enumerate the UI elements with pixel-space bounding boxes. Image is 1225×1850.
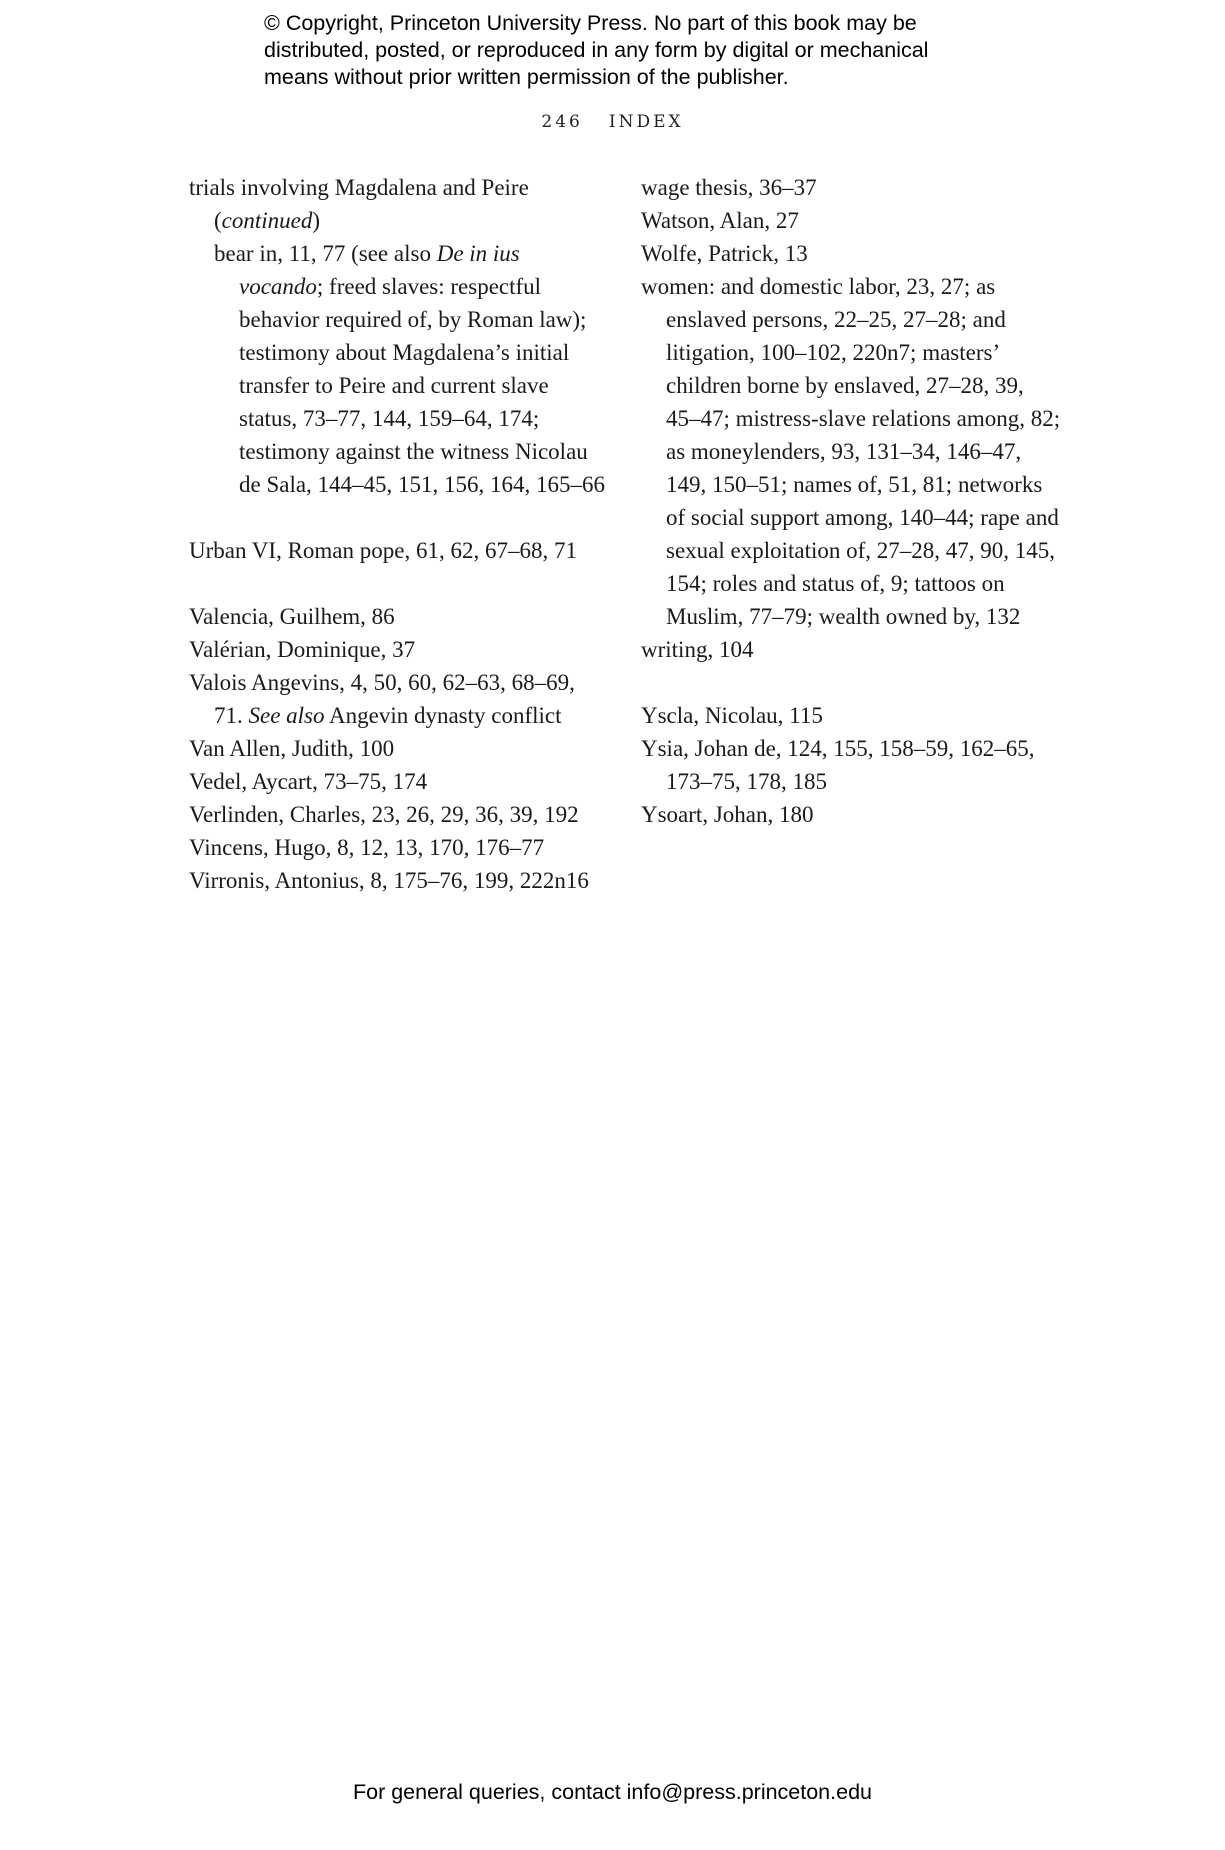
index-entry: writing, 104 <box>641 637 754 662</box>
index-entry: Ysia, Johan de, 124, 155, 158–59, 162–65, 173–75, 178, 185 <box>641 736 1035 794</box>
index-entry: Valérian, Dominique, 37 <box>189 637 416 662</box>
index-entry: Wolfe, Patrick, 13 <box>641 241 808 266</box>
index-column-right <box>641 171 1061 831</box>
index-entry: Yscla, Nicolau, 115 <box>641 703 823 728</box>
index-entry: Van Allen, Judith, 100 <box>189 736 395 761</box>
running-head <box>0 112 1225 132</box>
copyright-line: distributed, posted, or reproduced in any form by digital or mechanical <box>264 38 929 62</box>
page-number: 246 <box>541 112 583 132</box>
footer-contact: For general queries, contact info@press.princeton.edu <box>352 1780 872 1804</box>
entry-subentries: bear in, 11, 77 (see also De in ius vocando; freed slaves: respectful behavior required of, by Roman law); testimony about Magdalena’s initial transfer to Peire and current slave status, 73–77, 144, 159–64, 174; testimony against the witness Nicolau de Sala, 144–45, 151, 156, 164, 165–66 <box>214 241 606 497</box>
see-also-label: See also <box>248 703 325 728</box>
index-entry: Ysoart, Johan, 180 <box>641 802 814 827</box>
index-entry: wage thesis, 36–37 <box>641 175 817 200</box>
entry-head: trials involving Magdalena and Peire (continued) <box>189 175 529 233</box>
index-entry: Verlinden, Charles, 23, 26, 29, 36, 39, 192 <box>189 802 579 827</box>
index-column-left <box>189 171 609 897</box>
index-entry: Virronis, Antonius, 8, 175–76, 199, 222n16 <box>189 868 589 893</box>
index-entry: Valencia, Guilhem, 86 <box>189 604 395 629</box>
copyright-line: means without prior written permission of the publisher. <box>264 65 789 89</box>
index-entry-women: women: and domestic labor, 23, 27; as enslaved persons, 22–25, 27–28; and litigation, 100–102, 220n7; masters’ children borne by enslaved, 27–28, 39, 45–47; mistress-slave relations among, 82; as moneylenders, 93, 131–34, 146–47, 149, 150–51; names of, 51, 81; networks of social support among, 140–44; rape and sexual exploitation of, 27–28, 47, 90, 145, 154; roles and status of, 9; tattoos on Muslim, 77–79; wealth owned by, 132 <box>641 274 1061 629</box>
index-entry: Urban VI, Roman pope, 61, 62, 67–68, 71 <box>189 538 577 563</box>
index-entry: Vincens, Hugo, 8, 12, 13, 170, 176–77 <box>189 835 545 860</box>
copyright-notice <box>264 10 1024 91</box>
section-title: INDEX <box>608 112 684 132</box>
index-entry: Vedel, Aycart, 73–75, 174 <box>189 769 428 794</box>
index-entry-valois: Valois Angevins, 4, 50, 60, 62–63, 68–69, 71. See also Angevin dynasty conflict <box>189 670 575 728</box>
copyright-line: © Copyright, Princeton University Press. No part of this book may be <box>264 11 917 35</box>
index-entry-trials <box>189 171 609 501</box>
index-entry: Watson, Alan, 27 <box>641 208 799 233</box>
